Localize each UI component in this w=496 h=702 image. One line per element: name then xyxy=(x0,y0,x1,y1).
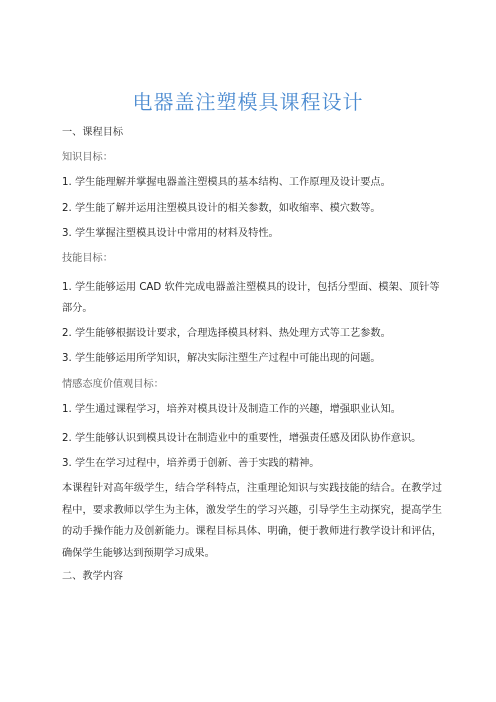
attitude-goal-item: 3. 学生在学习过程中，培养勇于创新、善于实践的精神。 xyxy=(62,457,320,469)
section-heading-course-goals: 一、课程目标 xyxy=(62,127,124,138)
document-title: 电器盖注塑模具课程设计 xyxy=(132,90,364,114)
knowledge-goal-item: 3. 学生掌握注塑模具设计中常用的材料及特性。 xyxy=(62,227,279,239)
attitude-goal-item: 1. 学生通过课程学习，培养对模具设计及制造工作的兴趣，增强职业认知。 xyxy=(62,403,401,415)
skill-goal-item: 1. 学生能够运用 CAD 软件完成电器盖注塑模具的设计，包括分型面、模架、顶针等部分。 xyxy=(62,282,440,315)
skill-goal-item: 2. 学生能够根据设计要求，合理选择模具材料、热处理方式等工艺参数。 xyxy=(62,328,391,340)
summary-paragraph: 本课程针对高年级学生，结合学科特点，注重理论知识与实践技能的结合。在教学过程中，要求教师以学生为主体，激发学生的学习兴趣，引导学生主动探究，提高学生的动手操作能力及创新能力。课程目标具体、明确，便于教师进行教学设计和评估，确保学生能够达到预期学习成果。 xyxy=(62,483,442,559)
attitude-goal-item: 2. 学生能够认识到模具设计在制造业中的重要性，增强责任感及团队协作意识。 xyxy=(62,432,422,444)
knowledge-goals-label: 知识目标： xyxy=(62,152,113,164)
attitude-goals-label: 情感态度价值观目标： xyxy=(62,378,164,390)
document-body xyxy=(62,126,442,596)
section-heading-teaching-content: 二、教学内容 xyxy=(62,571,124,583)
knowledge-goal-item: 1. 学生能理解并掌握电器盖注塑模具的基本结构、工作原理及设计要点。 xyxy=(62,177,391,189)
skill-goal-item: 3. 学生能够运用所学知识，解决实际注塑生产过程中可能出现的问题。 xyxy=(62,353,381,365)
knowledge-goal-item: 2. 学生能了解并运用注塑模具设计的相关参数，如收缩率、模穴数等。 xyxy=(62,202,381,214)
skill-goals-label: 技能目标： xyxy=(62,252,113,264)
